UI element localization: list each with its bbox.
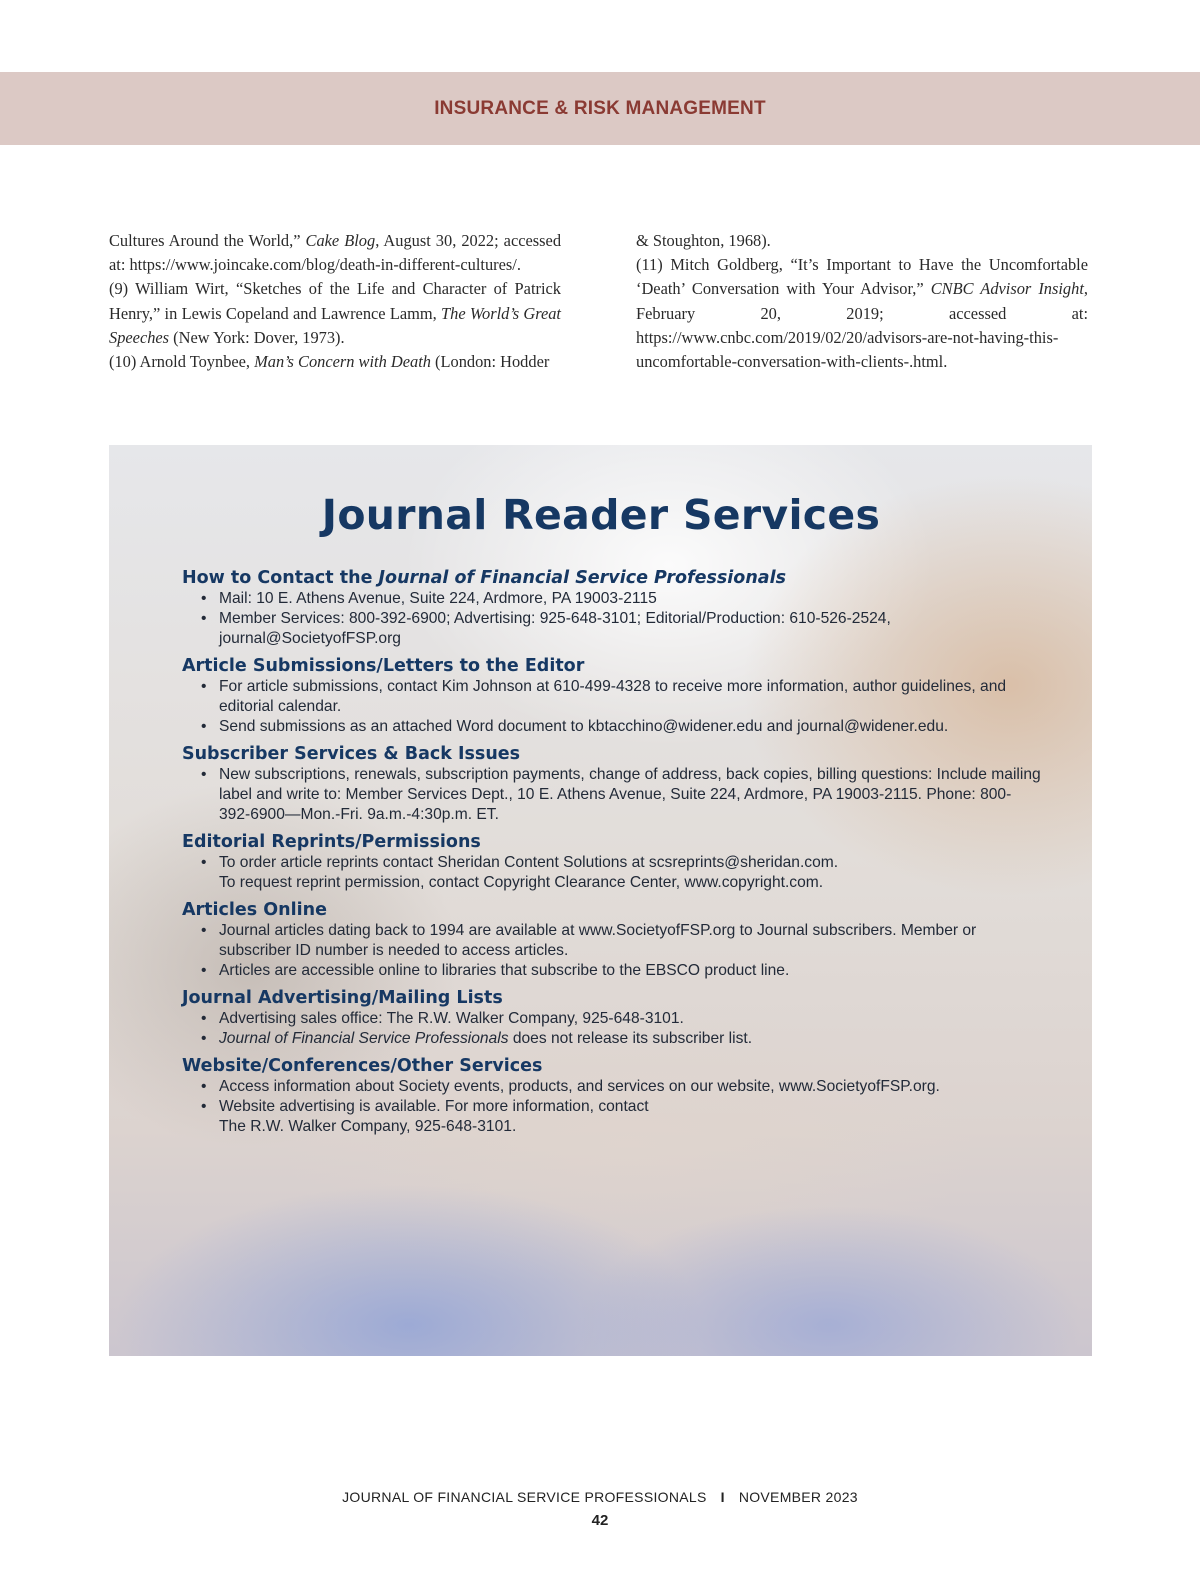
reference-text: (10) Arnold Toynbee, [109,352,255,372]
list-item-text: New subscriptions, renewals, subscription payments, change of address, back copies, billing questions: Include mailing label and write to: Member Services Dept., 10 E. Athens Avenue, Suite 224, Ardmore, PA 19003-2115. Phone: 800-392-6900—Mon.-Fri. 9a.m.-4:30p.m. ET. [219,766,1041,823]
list-item [182,717,1042,737]
section-heading [182,987,1042,1009]
reference-entry [109,277,561,350]
reference-text: (New York: Dover, 1973). [169,327,345,347]
list-item-text: To request reprint permission, contact Copyright Clearance Center, www.copyright.com. [219,874,824,891]
reference-text: Cake Blog [305,231,376,250]
footer-journal-name: JOURNAL OF FINANCIAL SERVICE PROFESSIONALS [342,1489,707,1505]
reference-text: , February 20, 2019; accessed at: https://www.cnbc.com/2019/02/20/advisors-are-not-having-this-uncomfortable-conversation-with-clients-.html. [636,279,1088,372]
list-item [182,853,1042,893]
reference-text: (London: Hodder [430,352,550,372]
list-item [182,1009,1042,1029]
section-heading [182,831,1042,853]
reader-services-sections [182,567,1042,1143]
footer-separator: I [720,1489,725,1505]
section-list [182,1077,1042,1137]
section-heading-text: Journal of Financial Service Professionals [378,568,786,588]
references-right-column [636,229,1088,374]
section-list [182,853,1042,893]
list-item-text: Access information about Society events, products, and services on our website, www.SocietyofFSP.org. [219,1078,940,1095]
section-heading [182,655,1042,677]
section-heading-text: Journal Advertising/Mailing Lists [182,988,503,1008]
section-header-band [0,72,1200,145]
list-item-text: does not release its subscriber list. [508,1030,753,1047]
reader-services-title: Journal Reader Services [321,491,881,539]
reference-text: , August 30, 2022; accessed at: https://www.joincake.com/blog/death-in-different-cultures/. [109,231,562,275]
list-item-text: Member Services: 800-392-6900; Advertising: 925-648-3101; Editorial/Production: 610-526-2524, journal@SocietyofFSP.org [219,610,891,647]
section-heading-text: Articles Online [182,900,327,920]
section-heading [182,567,1042,589]
list-item [182,1077,1042,1097]
section-heading [182,743,1042,765]
reference-text: Cultures Around the World,” [109,231,306,250]
list-item-text: Website advertising is available. For more information, contact [219,1098,649,1115]
section-list [182,765,1042,825]
list-item [182,609,1042,649]
list-item-text: Mail: 10 E. Athens Avenue, Suite 224, Ardmore, PA 19003-2115 [219,590,657,607]
list-item-text: The R.W. Walker Company, 925-648-3101. [219,1118,517,1135]
section-list [182,677,1042,737]
section-title: INSURANCE & RISK MANAGEMENT [434,97,766,119]
reference-text: The World’s Great Speeches [109,303,561,347]
references-left-column [109,229,561,374]
footer-date: NOVEMBER 2023 [738,1489,858,1505]
list-item-text: Journal articles dating back to 1994 are available at www.SocietyofFSP.org to Journal subscribers. Member or subscriber ID number is needed to access articles. [219,922,977,959]
list-item-text: Send submissions as an attached Word document to kbtacchino@widener.edu and journal@widener.edu. [219,718,949,735]
reference-text: & Stoughton, 1968). [636,231,771,250]
reader-services-panel [109,445,1092,1356]
reference-entry [109,229,561,277]
list-item-text: Journal of Financial Service Professionals [219,1030,509,1047]
list-item-text: To order article reprints contact Sheridan Content Solutions at scsreprints@sheridan.com. [219,854,839,871]
section-heading-text: Article Submissions/Letters to the Editor [182,656,585,676]
list-item [182,677,1042,717]
section-list [182,1009,1042,1049]
page-footer [0,1489,1200,1505]
list-item [182,961,1042,981]
section-heading [182,1055,1042,1077]
list-item-text: Articles are accessible online to libraries that subscribe to the EBSCO product line. [219,962,790,979]
reference-entry [636,229,1088,253]
reference-text: (11) Mitch Goldberg, “It’s Important to Have the Uncomfortable ‘Death’ Conversation with Your Advisor,” [636,255,1088,299]
list-item [182,589,1042,609]
reference-text: (9) William Wirt, “Sketches of the Life and Character of Patrick Henry,” in Lewis Copeland and Lawrence Lamm, [109,279,561,323]
list-item [182,765,1042,825]
list-item-text: For article submissions, contact Kim Johnson at 610-499-4328 to receive more information, author guidelines, and editorial calendar. [219,678,1007,715]
section-heading-text: Subscriber Services & Back Issues [182,744,521,764]
section-heading-text: Editorial Reprints/Permissions [182,832,481,852]
reference-text: CNBC Advisor Insight [930,279,1084,299]
list-item-text: Advertising sales office: The R.W. Walker Company, 925-648-3101. [219,1010,684,1027]
section-heading-text: How to Contact the [182,568,379,588]
reference-text: Man’s Concern with Death [254,352,431,372]
list-item [182,921,1042,961]
section-list [182,921,1042,981]
page-number: 42 [591,1512,609,1529]
section-heading [182,899,1042,921]
list-item [182,1029,1042,1049]
reference-entry [636,253,1088,374]
reference-entry [109,350,561,374]
section-list [182,589,1042,649]
list-item [182,1097,1042,1137]
section-heading-text: Website/Conferences/Other Services [182,1056,543,1076]
